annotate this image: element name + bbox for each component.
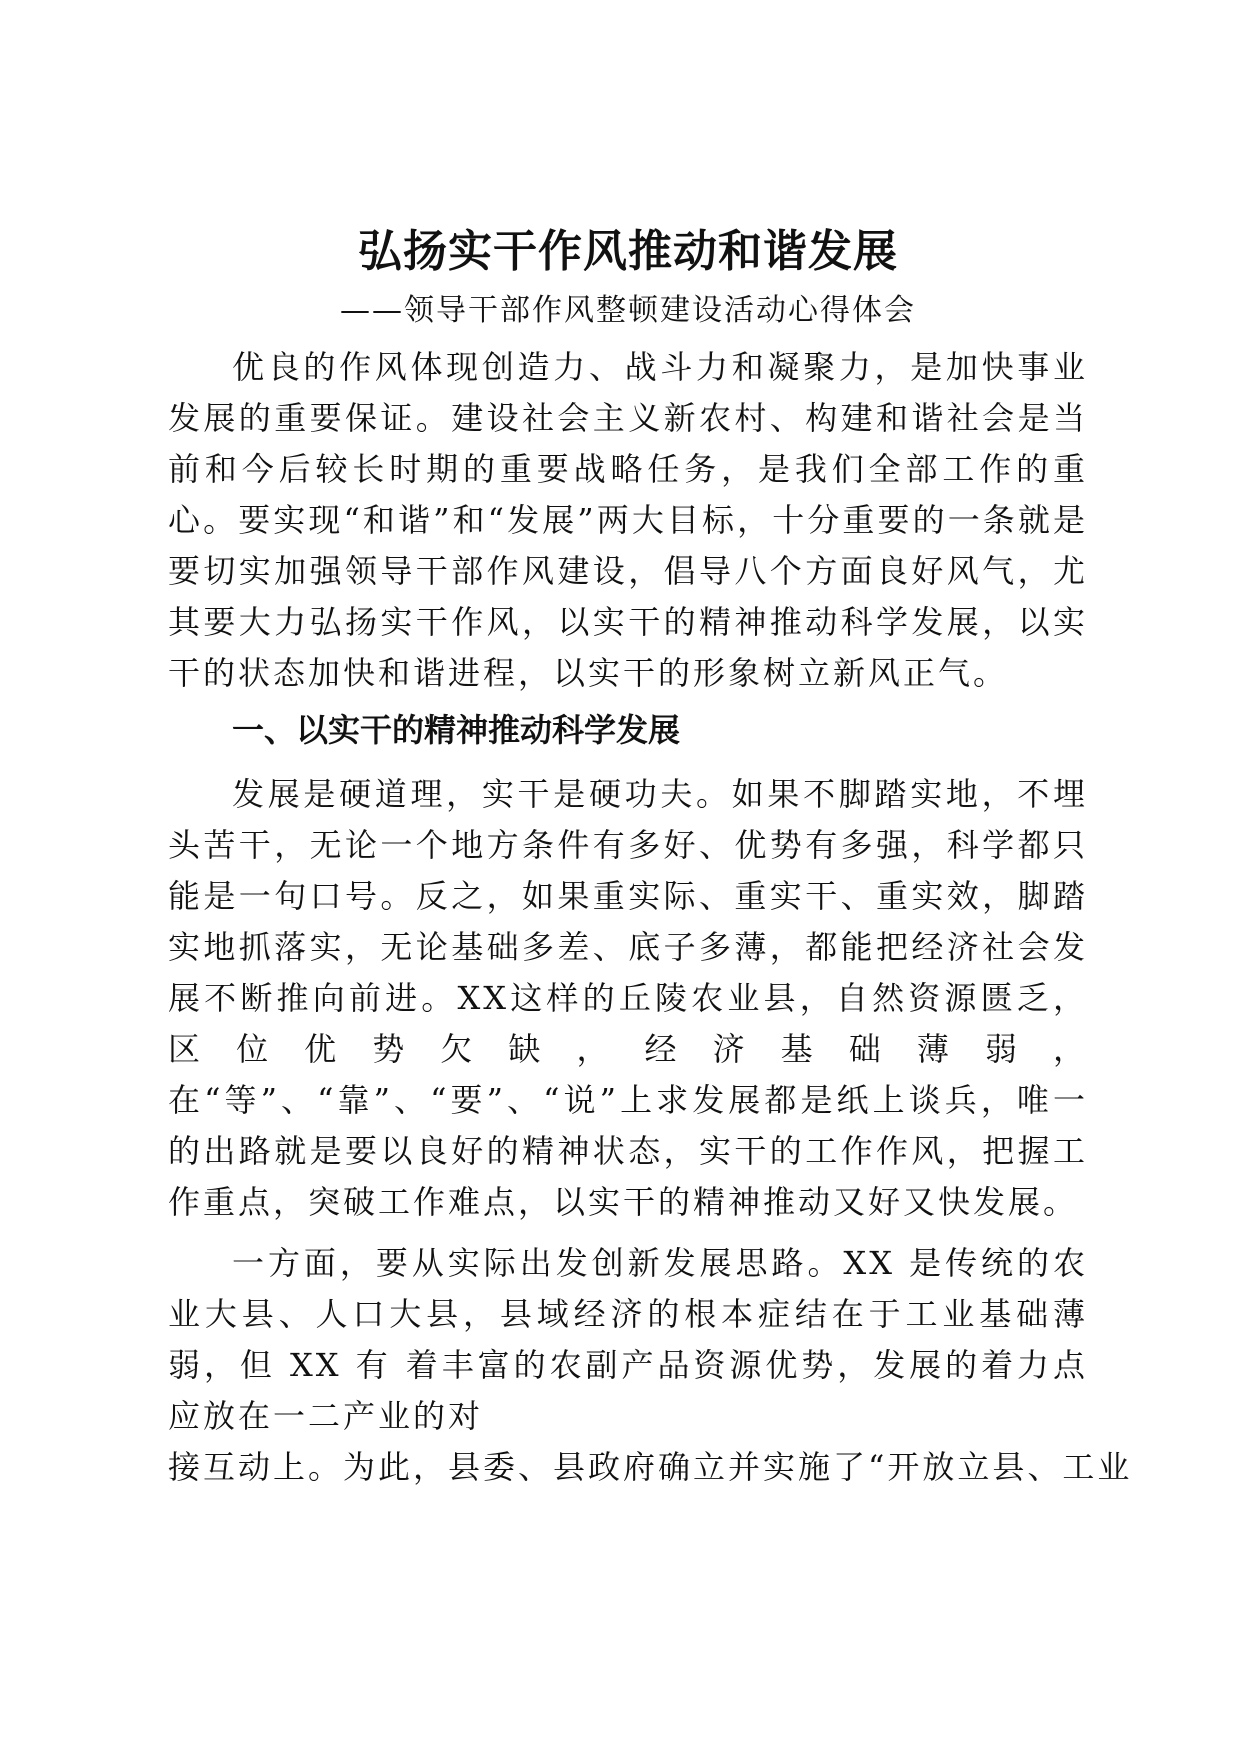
- paragraph-innovation: 一方面，要从实际出发创新发展思路。XX 是传统的农业大县、人口大县，县域经济的根本症结在于工业基础薄弱，但 XX 有 着丰富的农副产品资源优势，发展的着力点应放在一二产业的对: [168, 1244, 1088, 1435]
- paragraph-intro: 优良的作风体现创造力、战斗力和凝聚力，是加快事业发展的重要保证。建设社会主义新农村、构建和谐社会是当前和今后较长时期的重要战略任务，是我们全部工作的重心。要实现“和谐”和“发展”两大目标，十分重要的一条就是要切实加强领导干部作风建设，倡导八个方面良好风气，尤其要大力弘扬实干作风，以实干的精神推动科学发展，以实干的状态加快和谐进程，以实干的形象树立新风正气。: [168, 348, 1088, 692]
- document-subtitle: ——领导干部作风整顿建设活动心得体会: [340, 293, 916, 328]
- document-body: [168, 216, 1133, 1493]
- document-title: 弘扬实干作风推动和谐发展: [358, 226, 898, 277]
- paragraph-continued-line: 接互动上。为此，县委、县政府确立并实施了“开放立县、工业: [168, 1448, 1133, 1486]
- paragraph-development: 发展是硬道理，实干是硬功夫。如果不脚踏实地，不埋头苦干，无论一个地方条件有多好、优势有多强，科学都只能是一句口号。反之，如果重实际、重实干、重实效，脚踏实地抓落实，无论基础多差、底子多薄，都能把经济社会发展不断推向前进。XX这样的丘陵农业县，自然资源匮乏，区位优势欠缺，经济基础薄弱，在“等”、“靠”、“要”、“说”上求发展都是纸上谈兵，唯一的出路就是要以良好的精神状态，实干的工作作风，把握工作重点，突破工作难点，以实干的精神推动又好又快发展。: [168, 775, 1088, 1221]
- section-heading-1: 一、以实干的精神推动科学发展: [232, 711, 681, 749]
